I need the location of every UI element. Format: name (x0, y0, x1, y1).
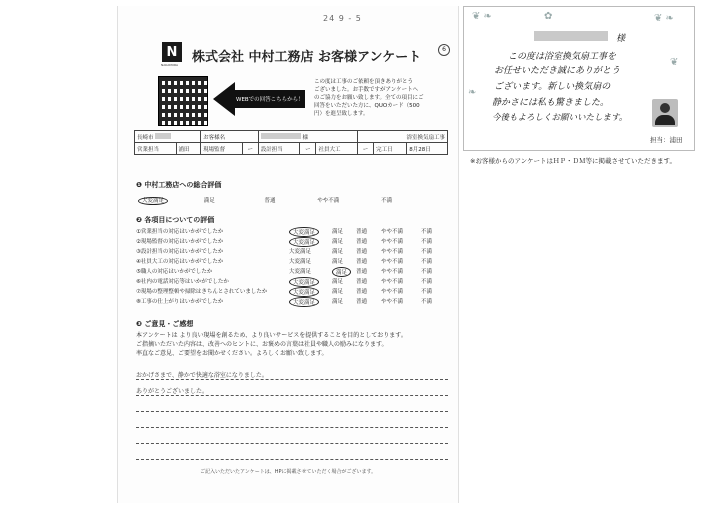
job-type: 浴室換気扇工事 (357, 131, 447, 143)
sales-label: 営業担当 (135, 143, 177, 155)
rating-option[interactable]: 満足 (332, 259, 344, 265)
rating-option[interactable]: 満足 (332, 249, 344, 255)
customer-name-redacted (534, 31, 608, 41)
customer-info-table (134, 130, 448, 155)
message-line-3: ございます。新しい換気扇の (494, 82, 611, 92)
rating-option[interactable]: 不満 (421, 279, 433, 285)
overall-option-selected[interactable]: 大変満足 (138, 197, 168, 205)
rating-option[interactable]: やや不満 (381, 259, 404, 265)
overall-option[interactable]: やや不満 (317, 198, 340, 204)
web-answer-label[interactable]: WEBでの回答こちらから！ (236, 97, 304, 103)
section3-heading: ❸ ご意見・ご感想 (136, 320, 194, 328)
survey-footer: ご記入いただいたアンケートは、HPに掲載させていただく場合がございます。 (200, 469, 377, 475)
logo-subtext: NAKAMURA (161, 63, 179, 67)
leaf-decoration-icon: ❦ (670, 57, 679, 68)
leaf-decoration-icon: ✿ (544, 11, 553, 22)
rating-option-selected[interactable]: 大変満足 (289, 297, 319, 307)
rating-question-label: ①営業担当の対応はいかがでしたか (136, 229, 224, 235)
design-label: 設計担当 (258, 143, 300, 155)
section3-intro: 本アンケートは より良い現場を創るため、より良いサービスを提供することを目的としております。 ご指摘いただいた内容は、改善へのヒントに、お褒めの言葉は社員や職人の励みになります。 率直なご意見、ご要望をお聞かせください。よろしくお願い致します。 (136, 332, 407, 357)
rating-option[interactable]: 大変満足 (289, 269, 312, 275)
rating-option[interactable]: 不満 (421, 289, 433, 295)
rating-question-label: ⑧工事の仕上がりはいかがでしたか (136, 299, 224, 305)
rating-question-label: ②現場監督の対応はいかがでしたか (136, 239, 224, 245)
design-value: ー (300, 143, 316, 155)
rating-option[interactable]: やや不満 (381, 299, 404, 305)
answer-rule (136, 411, 448, 412)
rating-option[interactable]: 満足 (332, 229, 344, 235)
rating-question-label: ④社員大工の対応はいかがでしたか (136, 259, 224, 265)
customer-city: 長崎市 (135, 131, 201, 143)
supervisor-label: 現場監督 (201, 143, 243, 155)
answer-line-2: ありがとうございました。 (136, 388, 209, 395)
page-mark: 6 (438, 44, 450, 56)
survey-title: 株式会社 中村工務店 お客様アンケート (192, 50, 422, 65)
leaf-decoration-icon: ❦ ❧ (654, 13, 674, 24)
message-line-2: お任せいただき誠にありがとう (494, 66, 621, 76)
rating-option[interactable]: 不満 (421, 269, 433, 275)
rating-option-selected[interactable]: 大変満足 (289, 277, 319, 287)
overall-option[interactable]: 不満 (381, 198, 393, 204)
rating-question-label: ⑤職人の対応はいかがでしたか (136, 269, 213, 275)
rating-option[interactable]: やや不満 (381, 279, 404, 285)
rating-option-selected[interactable]: 大変満足 (289, 227, 319, 237)
rating-option[interactable]: やや不満 (381, 289, 404, 295)
rating-option[interactable]: やや不満 (381, 229, 404, 235)
rating-question-label: ③設計担当の対応はいかがでしたか (136, 249, 224, 255)
carpenter-value: ー (357, 143, 373, 155)
card-salutation: 様 (616, 34, 626, 44)
answer-rule (136, 379, 448, 380)
customer-name-label: お客様名 (201, 131, 259, 143)
message-line-1: この度は浴室換気扇工事を (508, 52, 617, 62)
section2-heading: ❷ 各項目についての評価 (136, 216, 215, 224)
overall-option[interactable]: 普通 (264, 198, 276, 204)
intro-text: この度は工事のご依頼を頂きありがとう ございました。お手数ですがアンケートへ のご協力をお願い致します。全ての項目にご 回答をいただいた方に、QUOカード（500 円）を進呈致します。 (314, 79, 424, 117)
rating-option[interactable]: 満足 (332, 239, 344, 245)
leaf-decoration-icon: ❧ (468, 87, 477, 98)
rating-option[interactable]: 不満 (421, 239, 433, 245)
answer-line-1: おかげさまで、静かで快適な浴室になりました。 (136, 372, 268, 379)
rating-option[interactable]: 不満 (421, 299, 433, 305)
message-line-5: 今後もよろしくお願いいたします。 (492, 113, 628, 123)
rating-option[interactable]: 不満 (421, 229, 433, 235)
message-card (463, 6, 695, 151)
answer-rule (136, 443, 448, 444)
rating-option[interactable]: 満足 (332, 289, 344, 295)
staff-photo (652, 99, 678, 127)
survey-sheet (117, 6, 459, 503)
completion-label: 完工日 (374, 143, 407, 155)
rating-option[interactable]: 満足 (332, 279, 344, 285)
rating-option[interactable]: 普通 (356, 299, 368, 305)
section1-heading: ❶ 中村工務店への総合評価 (136, 181, 222, 189)
company-logo: N (162, 42, 182, 62)
answer-rule (136, 427, 448, 428)
completion-date: 8月28日 (407, 143, 448, 155)
carpenter-label: 社員大工 (316, 143, 358, 155)
rating-option[interactable]: 大変満足 (289, 249, 312, 255)
rating-option[interactable]: 不満 (421, 259, 433, 265)
rating-option[interactable]: 普通 (356, 279, 368, 285)
rating-option-selected[interactable]: 大変満足 (289, 287, 319, 297)
customer-name: 様 (258, 131, 357, 143)
rating-option[interactable]: 普通 (356, 239, 368, 245)
answer-rule (136, 459, 448, 460)
rating-option[interactable]: 普通 (356, 229, 368, 235)
rating-option[interactable]: 不満 (421, 249, 433, 255)
rating-option[interactable]: やや不満 (381, 269, 404, 275)
rating-question-label: ⑥社内の電話対応等はいかがでしたか (136, 279, 229, 285)
rating-option[interactable]: 大変満足 (289, 259, 312, 265)
rating-option[interactable]: やや不満 (381, 239, 404, 245)
sales-value: 浦田 (176, 143, 201, 155)
rating-option-selected[interactable]: 満足 (332, 267, 351, 277)
rating-option[interactable]: 普通 (356, 259, 368, 265)
rating-option[interactable]: 普通 (356, 289, 368, 295)
rating-option[interactable]: 満足 (332, 299, 344, 305)
leaf-decoration-icon: ❦ ❧ (472, 11, 492, 22)
qr-code[interactable] (158, 76, 208, 126)
message-line-4: 静かさには私も驚きました。 (492, 98, 610, 108)
rating-option[interactable]: やや不満 (381, 249, 404, 255)
rating-option-selected[interactable]: 大変満足 (289, 237, 319, 247)
publication-notice: ※お客様からのアンケートはＨＰ・ＤＭ等に掲載させていただきます。 (470, 157, 677, 165)
overall-rating[interactable] (138, 196, 392, 204)
rating-question-label: ⑦現場の整理整頓や掃除はきちんとされていましたか (136, 289, 268, 295)
staff-signature: 担当：浦田 (650, 136, 683, 144)
rating-option[interactable]: 普通 (356, 269, 368, 275)
answer-rule (136, 395, 448, 396)
supervisor-value: ー (242, 143, 258, 155)
overall-option[interactable]: 満足 (203, 198, 215, 204)
rating-option[interactable]: 普通 (356, 249, 368, 255)
date-stamp: 24 9 - 5 (323, 14, 362, 23)
